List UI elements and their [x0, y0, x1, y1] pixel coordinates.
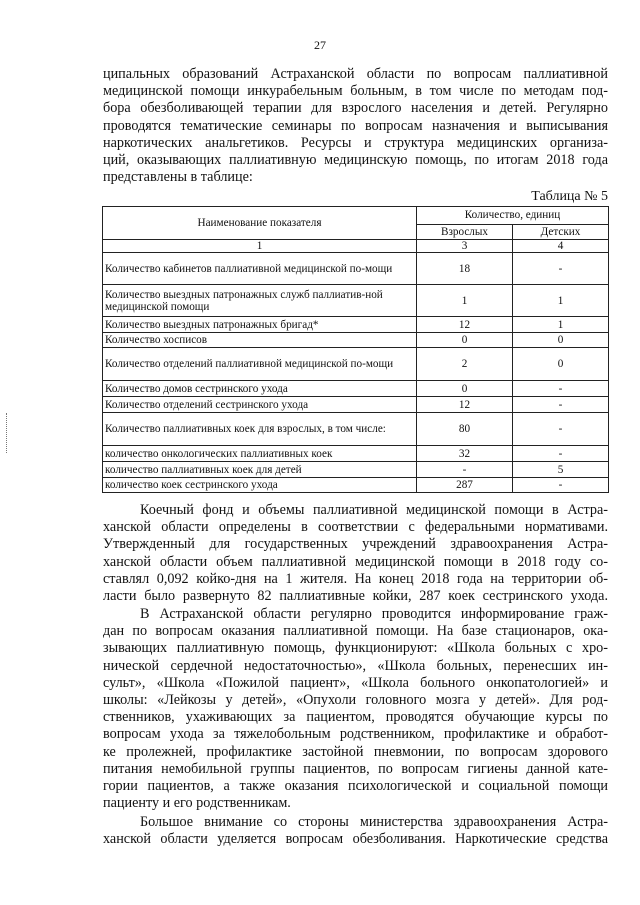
text-line: наркотических анальгетиков. Ресурсы и структура медицинских организа-	[103, 134, 608, 151]
row-children: -	[513, 413, 609, 446]
text-line: медицинской помощи инкурабельным больным, в том числе по методам под-	[103, 83, 608, 100]
table-row	[103, 446, 609, 462]
text-line: ханской области уделяется вопросам обезболивания. Наркотические средства	[103, 831, 608, 848]
text-line: ставлял 0,092 койко-дня на 1 жителя. На конец 2018 года на территории об-	[103, 570, 608, 587]
table-row	[103, 253, 609, 285]
header-children: Детских	[513, 225, 609, 240]
row-adults: 18	[417, 253, 513, 285]
row-adults: -	[417, 462, 513, 478]
schools-paragraph	[103, 606, 608, 812]
page-number: 27	[314, 38, 326, 52]
row-name: Количество выездных патронажных бригад*	[103, 317, 417, 333]
table-caption: Таблица № 5	[531, 189, 608, 204]
row-name: Количество кабинетов паллиативной медицинской по-мощи	[103, 253, 417, 285]
text-line: ханской области определены в соответствии с федеральными нормативами.	[103, 519, 608, 536]
scan-margin-mark	[6, 413, 9, 453]
row-adults: 32	[417, 446, 513, 462]
text-line: нической сердечной недостаточностью», «Школа больных, перенесших ин-	[103, 657, 608, 674]
column-number: 1	[103, 240, 417, 253]
row-adults: 0	[417, 381, 513, 397]
row-adults: 0	[417, 333, 513, 348]
row-children: 5	[513, 462, 609, 478]
beds-paragraph	[103, 502, 608, 605]
row-name: Количество хосписов	[103, 333, 417, 348]
text-line: ке пролежней, профилактике застойной пневмонии, по вопросам здорового	[103, 743, 608, 760]
row-name: количество онкологических паллиативных коек	[103, 446, 417, 462]
text-line: школы: «Лейкозы у детей», «Опухоли головного мозга у детей». Для род-	[103, 692, 608, 709]
column-number: 4	[513, 240, 609, 253]
row-adults: 2	[417, 348, 513, 381]
row-adults: 1	[417, 285, 513, 317]
text-line: ципальных образований Астраханской области по вопросам паллиативной	[103, 66, 608, 82]
row-name: Количество выездных патронажных служб паллиатив-ной медицинской помощи	[103, 285, 417, 317]
text-line: ственников, ухаживающих за пациентом, проводятся обучающие курсы по	[103, 709, 608, 726]
table-row	[103, 413, 609, 446]
table-row	[103, 348, 609, 381]
row-name: количество паллиативных коек для детей	[103, 462, 417, 478]
table-row	[103, 381, 609, 397]
text-line: вопросам ухода за тяжелобольным родственником, профилактике и обработ-	[103, 726, 608, 743]
text-line: пациенту и его родственникам.	[103, 795, 291, 812]
row-name: Количество паллиативных коек для взрослых, в том числе:	[103, 413, 417, 446]
text-line: ханской области объем паллиативной медицинской помощи в 2018 году со-	[103, 553, 608, 570]
table-row	[103, 462, 609, 478]
text-line: дан по вопросам оказания паллиативной помощи. На базе стационаров, ока-	[103, 623, 608, 640]
text-line: Коечный фонд и объемы паллиативной медицинской помощи в Астра-	[140, 502, 608, 518]
table-row	[103, 333, 609, 348]
row-children: -	[513, 253, 609, 285]
table-row	[103, 317, 609, 333]
header-quantity: Количество, единиц	[417, 207, 609, 225]
row-adults: 12	[417, 317, 513, 333]
row-children: -	[513, 397, 609, 413]
table-row	[103, 285, 609, 317]
row-adults: 80	[417, 413, 513, 446]
row-name: Количество отделений паллиативной медицинской по-мощи	[103, 348, 417, 381]
text-line: Большое внимание со стороны министерства здравоохранения Астра-	[140, 814, 608, 830]
row-children: -	[513, 381, 609, 397]
text-line: проводятся тематические семинары по вопросам назначения и выписывания	[103, 117, 608, 134]
text-line: зывающих паллиативную помощь, функционируют: «Школа больных с хро-	[103, 640, 608, 657]
table-row	[103, 478, 609, 493]
text-line: представлены в таблице:	[103, 169, 253, 186]
row-children: 1	[513, 285, 609, 317]
text-line: ласти было развернуто 82 паллиативные койки, 287 коек сестринского ухода.	[103, 588, 608, 605]
text-line: гории пациентов, а также оказания психологической и социальной помощи	[103, 778, 608, 795]
row-children: 1	[513, 317, 609, 333]
text-line: питания немобильной группы пациентов, по вопросам гигиены данной кате-	[103, 760, 608, 777]
table-row	[103, 397, 609, 413]
text-line: бора обезболивающей терапии для взрослого населения и детей. Регулярно	[103, 100, 608, 117]
analgesia-paragraph	[103, 814, 608, 848]
row-name: Количество домов сестринского ухода	[103, 381, 417, 397]
text-line: сульт», «Школа «Пожилой пациент», «Школа больного онкопатологией» и	[103, 674, 608, 691]
text-line: В Астраханской области регулярно проводится информирование граж-	[140, 606, 608, 622]
row-children: -	[513, 446, 609, 462]
row-adults: 12	[417, 397, 513, 413]
text-line: Утвержденный для государственных учреждений здравоохранения Астра-	[103, 536, 608, 553]
header-adults: Взрослых	[417, 225, 513, 240]
row-name: количество коек сестринского ухода	[103, 478, 417, 493]
row-children: 0	[513, 333, 609, 348]
text-line: ций, оказывающих паллиативную медицинскую помощь, по итогам 2018 года	[103, 152, 608, 169]
row-name: Количество отделений сестринского ухода	[103, 397, 417, 413]
resources-table	[102, 206, 609, 493]
row-children: 0	[513, 348, 609, 381]
row-adults: 287	[417, 478, 513, 493]
intro-paragraph	[103, 66, 608, 186]
header-indicator-name: Наименование показателя	[103, 207, 417, 240]
column-number: 3	[417, 240, 513, 253]
row-children: -	[513, 478, 609, 493]
